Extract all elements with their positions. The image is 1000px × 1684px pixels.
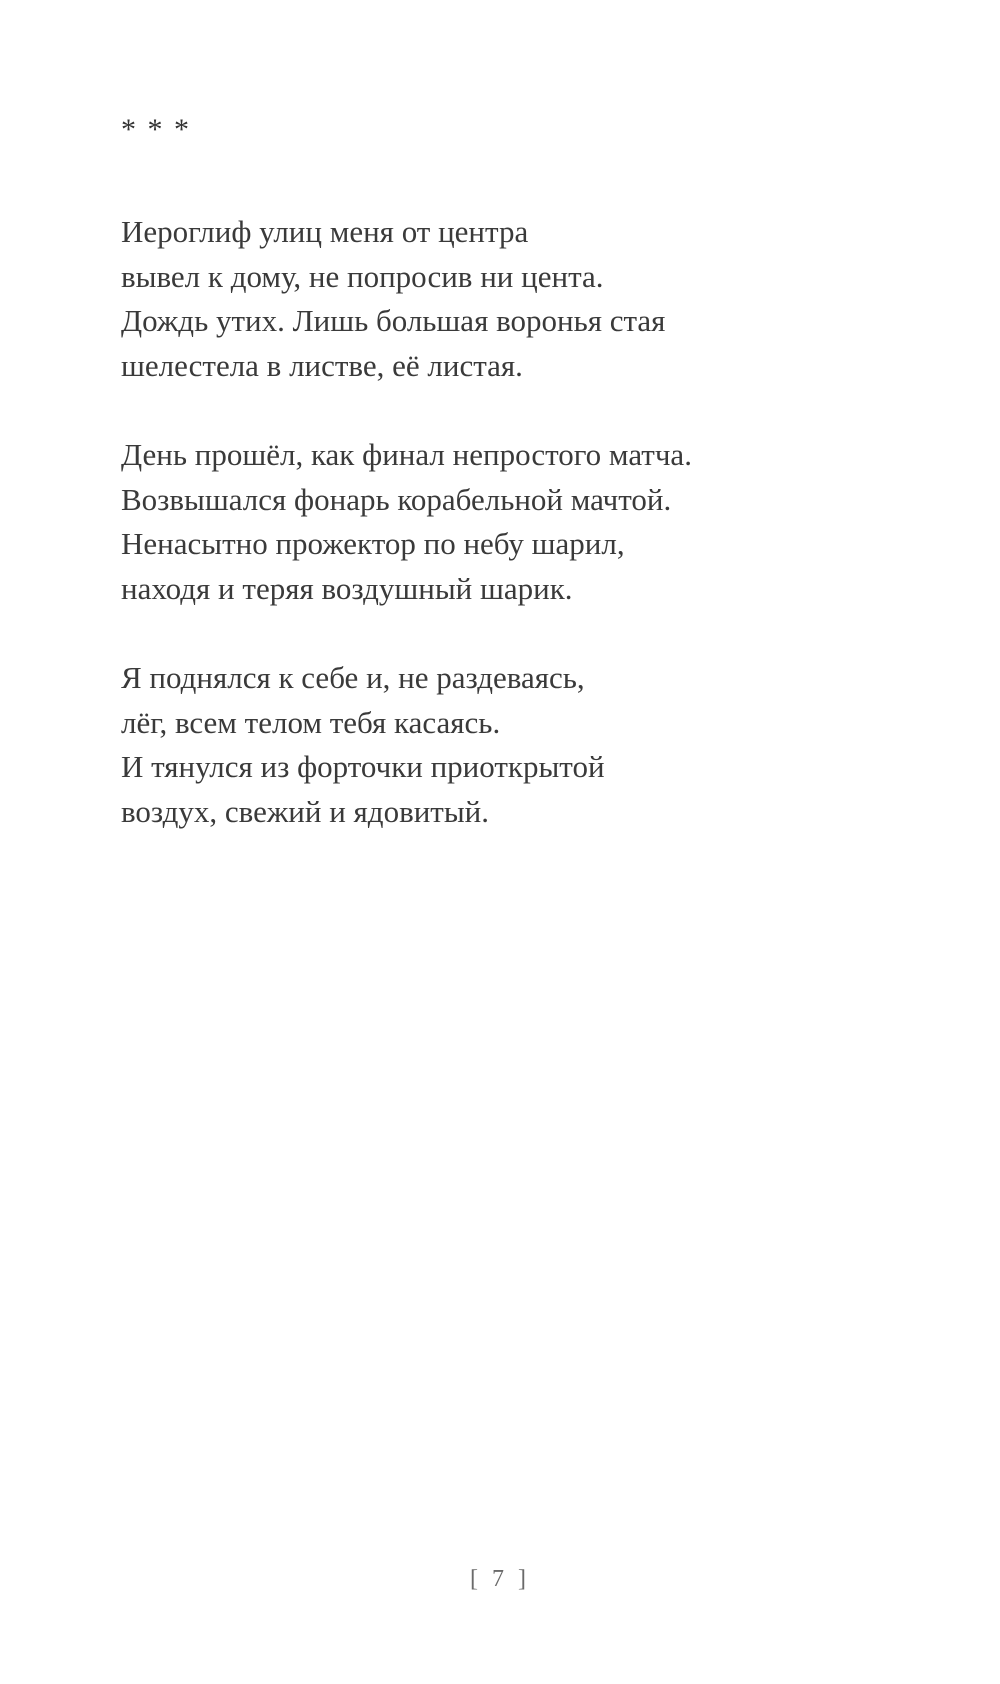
- poem-line: Я поднялся к себе и, не раздеваясь,: [121, 660, 585, 695]
- poem-line: воздух, свежий и ядовитый.: [121, 793, 490, 829]
- poem-line: Возвышался фонарь корабельной мачтой.: [121, 481, 672, 517]
- poem-line: Ненасытно прожектор по небу шарил,: [121, 526, 625, 561]
- stanza-2: [121, 433, 941, 611]
- stanza-3: [121, 656, 941, 834]
- poem-line: Дождь утих. Лишь большая воронья стая: [121, 303, 666, 338]
- poem: [121, 210, 941, 879]
- poem-line: лёг, всем телом тебя касаясь.: [121, 704, 501, 740]
- poem-line: И тянулся из форточки приоткрытой: [121, 749, 605, 784]
- section-separator: * * *: [121, 113, 191, 146]
- stanza-1: [121, 210, 941, 388]
- poem-line: Иероглиф улиц меня от центра: [121, 214, 529, 249]
- page-number: [ 7 ]: [470, 1566, 530, 1592]
- poem-line: День прошёл, как финал непростого матча.: [121, 437, 692, 472]
- poem-line: вывел к дому, не попросив ни цента.: [121, 258, 604, 294]
- poem-line: шелестела в листве, её листая.: [121, 347, 523, 383]
- poem-line: находя и теряя воздушный шарик.: [121, 570, 573, 606]
